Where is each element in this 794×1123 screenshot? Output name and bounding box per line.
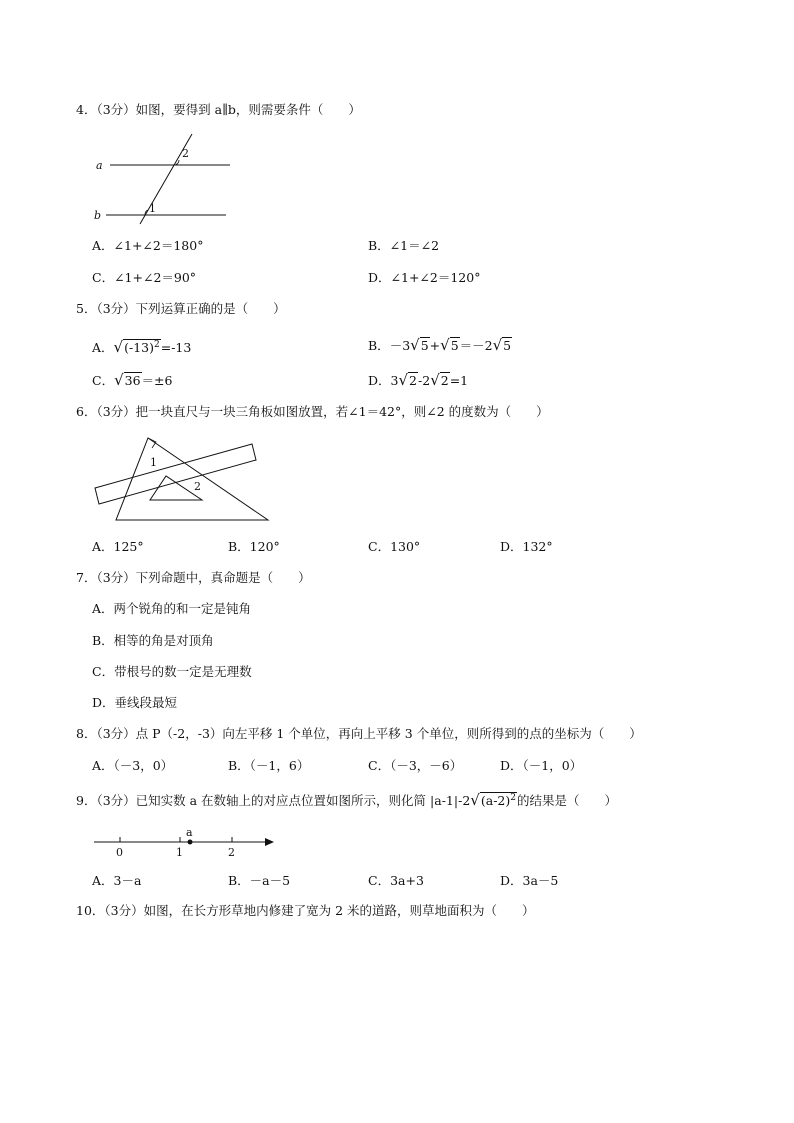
q5-c-radicand: 36: [124, 373, 141, 388]
q9-radical: $√(a-2)^2$: [470, 791, 516, 810]
q5-b-radicand-1: 5: [420, 338, 429, 353]
q6-label-1: 1: [150, 456, 157, 469]
q5-c-rest: ＝±6: [141, 373, 173, 388]
q9-option-c[interactable]: C．3a+3: [368, 873, 424, 888]
q5-option-b[interactable]: [368, 337, 512, 354]
q8-option-b[interactable]: B．（－1，6）: [228, 758, 310, 773]
q5-a-exp: 2: [153, 340, 160, 350]
q5-b-prefix: B．: [368, 338, 390, 353]
q5-c-radical: √36: [114, 371, 141, 389]
q7-option-c[interactable]: C．带根号的数一定是无理数: [92, 664, 252, 679]
q7-option-b[interactable]: B．相等的角是对顶角: [92, 633, 214, 648]
q9-option-b[interactable]: B．－a－5: [228, 873, 291, 888]
q5-a-prefix: A．: [92, 340, 114, 356]
q4-label-2: 2: [182, 147, 189, 160]
q6-ruler-triangle-figure: [90, 426, 280, 526]
q6-option-b[interactable]: B．120°: [228, 539, 280, 554]
q5-b-radicand-2: 5: [450, 338, 459, 353]
q8-option-c[interactable]: C．（－3，－6）: [368, 758, 463, 773]
q4-stem: 4．（3分）如图，要得到 a∥b，则需要条件（ ）: [76, 102, 361, 117]
q5-a-rest: =-13: [160, 340, 192, 356]
q4-option-c[interactable]: C．∠1+∠2＝90°: [92, 270, 197, 285]
q9-abs-expr: |a-1|: [430, 793, 459, 809]
q4-label-b: b: [94, 209, 102, 222]
q9-tick-2: 2: [228, 846, 235, 859]
q5-a-radicand: (-13): [124, 340, 154, 356]
q6-option-a[interactable]: A．125°: [92, 539, 144, 554]
q9-point-a-label: a: [186, 826, 193, 839]
q5-b-radical-3: √5: [492, 336, 512, 354]
q5-b-radicand-3: 5: [503, 338, 512, 353]
q5-d-radicand-1: 2: [409, 373, 417, 388]
q5-stem: 5．（3分）下列运算正确的是（ ）: [76, 301, 286, 316]
q5-d-prefix: D．: [368, 373, 391, 388]
q5-d-radical-1: √2: [398, 371, 417, 389]
q9-tick-1: 1: [176, 846, 183, 859]
q9-stem: [76, 790, 617, 809]
q5-a-radical: $√(-13)^2$: [113, 338, 160, 357]
q9-tick-0: 0: [116, 846, 123, 859]
q5-option-d[interactable]: [368, 372, 468, 389]
q9-stem-before: 9．（3分）已知实数 a 在数轴上的对应点位置如图所示，则化简: [76, 793, 427, 809]
q5-b-plus: +: [429, 338, 441, 353]
q7-stem: 7．（3分）下列命题中，真命题是（ ）: [76, 570, 311, 585]
q5-b-eq: ＝－2: [459, 338, 493, 353]
q5-d-radicand-2: 2: [440, 373, 449, 388]
q4-label-a: a: [96, 159, 103, 172]
q9-exp: 2: [510, 793, 516, 803]
q6-label-2: 2: [194, 480, 201, 493]
q7-option-d[interactable]: D．垂线段最短: [92, 695, 178, 710]
q5-b-radical-1: √5: [410, 336, 429, 354]
q9-mid: -2: [458, 793, 471, 809]
q5-b-radical-2: √5: [440, 336, 459, 354]
q8-stem: 8．（3分）点 P（-2，-3）向左平移 1 个单位，再向上平移 3 个单位，则所得到的点的坐标为（ ）: [76, 726, 642, 741]
q7-option-a[interactable]: A．两个锐角的和一定是钝角: [92, 601, 252, 616]
q4-parallel-lines-figure: [88, 128, 248, 228]
q9-stem-after: 的结果是（ ）: [516, 793, 617, 809]
q9-radicand: (a-2): [480, 793, 511, 809]
q9-option-a[interactable]: A．3－a: [92, 873, 142, 888]
q5-b-coef: －3: [389, 338, 411, 353]
q10-stem: 10．（3分）如图，在长方形草地内修建了宽为 2 米的道路，则草地面积为（ ）: [76, 903, 535, 918]
q5-option-c[interactable]: [92, 372, 172, 389]
q5-d-radical-2: √2: [430, 371, 449, 389]
q4-option-b[interactable]: B．∠1＝∠2: [368, 238, 440, 253]
q4-option-a[interactable]: A．∠1+∠2＝180°: [92, 238, 204, 253]
q4-option-d[interactable]: D．∠1+∠2＝120°: [368, 270, 481, 285]
q5-d-mid: -2: [418, 373, 431, 388]
q4-label-1: 1: [149, 202, 156, 215]
q8-option-d[interactable]: D．（－1，0）: [500, 758, 583, 773]
q5-d-coef: 3: [390, 373, 399, 388]
q5-option-a[interactable]: [92, 337, 191, 356]
q6-stem: 6．（3分）把一块直尺与一块三角板如图放置，若∠1＝42°，则∠2 的度数为（ ）: [76, 404, 549, 419]
q5-c-prefix: C．: [92, 373, 115, 388]
q9-option-d[interactable]: D．3a－5: [500, 873, 559, 888]
q6-option-d[interactable]: D．132°: [500, 539, 553, 554]
q9-number-line-figure: [92, 824, 282, 860]
q6-option-c[interactable]: C．130°: [368, 539, 421, 554]
q8-option-a[interactable]: A．（－3，0）: [92, 758, 174, 773]
q5-d-rest: =1: [449, 373, 469, 388]
